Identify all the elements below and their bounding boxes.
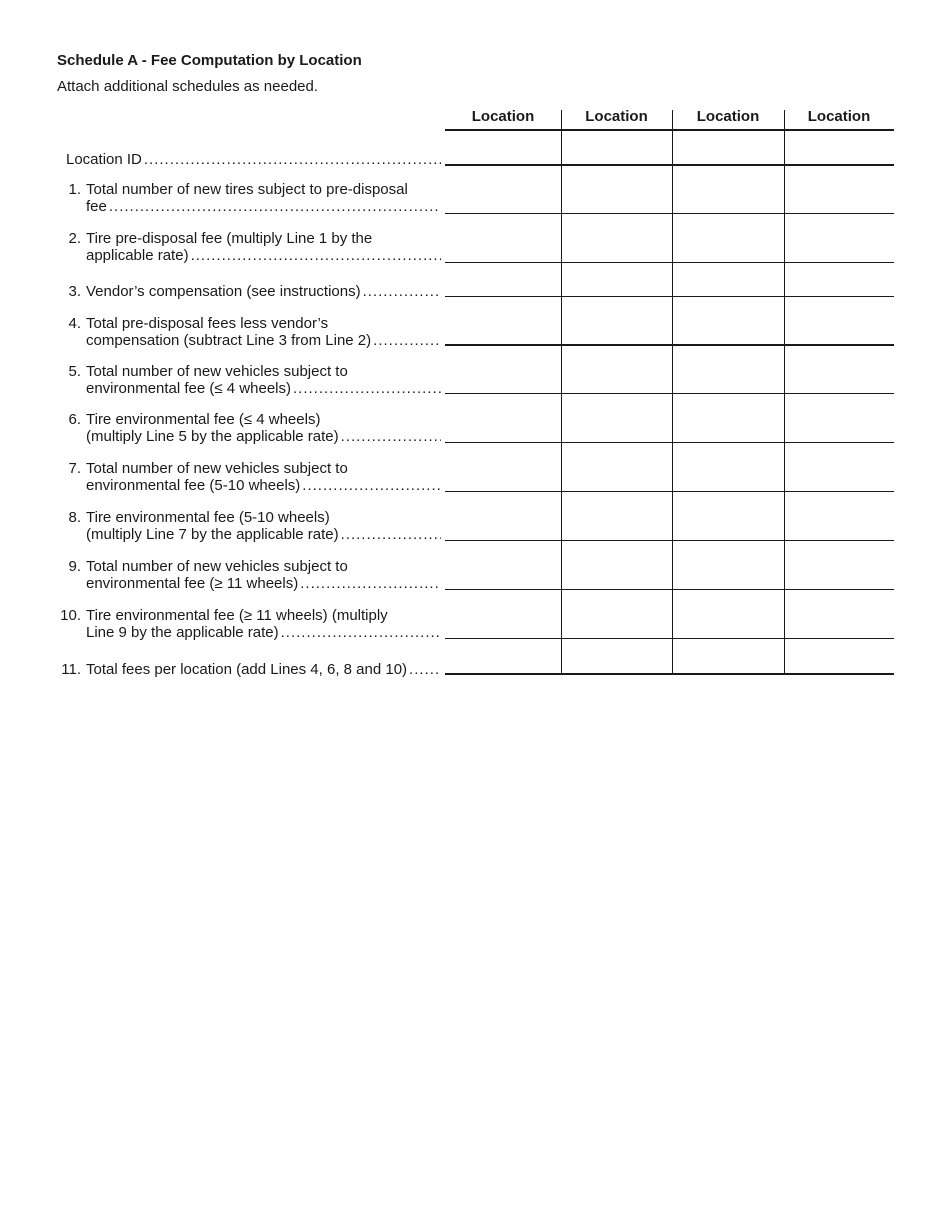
location-id-location-2-field[interactable] xyxy=(562,131,672,164)
line-2-location-4-field[interactable] xyxy=(785,214,894,262)
line-2-location-3-field[interactable] xyxy=(673,214,784,262)
line-4-location-3-field[interactable] xyxy=(673,298,784,344)
line-1-location-3-field[interactable] xyxy=(673,166,784,213)
line-11-location-2-field[interactable] xyxy=(562,639,672,673)
line-5-location-2-field[interactable] xyxy=(562,346,672,393)
line-9-location-3-field[interactable] xyxy=(673,541,784,589)
row-rule xyxy=(445,673,894,675)
header-divider xyxy=(784,110,785,130)
line-5-location-3-field[interactable] xyxy=(673,346,784,393)
line-11-location-3-field[interactable] xyxy=(673,639,784,673)
line-8-location-4-field[interactable] xyxy=(785,492,894,540)
line-6-location-2-field[interactable] xyxy=(562,394,672,442)
line-11-location-1-field[interactable] xyxy=(446,639,561,673)
line-4-location-4-field[interactable] xyxy=(785,298,894,344)
column-header-location-4: Location xyxy=(807,108,871,125)
line-9-location-1-field[interactable] xyxy=(446,541,561,589)
line-6-location-1-field[interactable] xyxy=(446,394,561,442)
line-9-location-2-field[interactable] xyxy=(562,541,672,589)
location-id-location-3-field[interactable] xyxy=(673,131,784,164)
line-8-location-2-field[interactable] xyxy=(562,492,672,540)
location-id-location-4-field[interactable] xyxy=(785,131,894,164)
line-7-location-2-field[interactable] xyxy=(562,443,672,491)
line-7-location-3-field[interactable] xyxy=(673,443,784,491)
line-6-location-4-field[interactable] xyxy=(785,394,894,442)
line-8-location-1-field[interactable] xyxy=(446,492,561,540)
header-divider xyxy=(672,110,673,130)
line-5-location-1-field[interactable] xyxy=(446,346,561,393)
line-10-location-3-field[interactable] xyxy=(673,590,784,638)
column-header-location-1: Location xyxy=(471,108,535,125)
line-5-location-4-field[interactable] xyxy=(785,346,894,393)
line-9-location-4-field[interactable] xyxy=(785,541,894,589)
line-3-location-2-field[interactable] xyxy=(562,263,672,296)
header-divider xyxy=(561,110,562,130)
row-rule xyxy=(445,296,894,297)
line-4-location-2-field[interactable] xyxy=(562,298,672,344)
schedule-subtitle: Attach additional schedules as needed. xyxy=(57,78,319,95)
line-1-location-1-field[interactable] xyxy=(446,166,561,213)
line-6-location-3-field[interactable] xyxy=(673,394,784,442)
line-2-location-2-field[interactable] xyxy=(562,214,672,262)
line-1-location-4-field[interactable] xyxy=(785,166,894,213)
line-4-location-1-field[interactable] xyxy=(446,298,561,344)
location-id-location-1-field[interactable] xyxy=(446,131,561,164)
column-header-location-3: Location xyxy=(696,108,760,125)
schedule-title: Schedule A - Fee Computation by Location xyxy=(57,52,362,69)
line-1-location-2-field[interactable] xyxy=(562,166,672,213)
line-10-location-4-field[interactable] xyxy=(785,590,894,638)
line-3-location-3-field[interactable] xyxy=(673,263,784,296)
line-10-location-1-field[interactable] xyxy=(446,590,561,638)
line-8-location-3-field[interactable] xyxy=(673,492,784,540)
line-7-location-1-field[interactable] xyxy=(446,443,561,491)
line-3-location-1-field[interactable] xyxy=(446,263,561,296)
line-2-location-1-field[interactable] xyxy=(446,214,561,262)
column-header-location-2: Location xyxy=(585,108,648,125)
line-3-location-4-field[interactable] xyxy=(785,263,894,296)
line-7-location-4-field[interactable] xyxy=(785,443,894,491)
line-11-location-4-field[interactable] xyxy=(785,639,894,673)
line-10-location-2-field[interactable] xyxy=(562,590,672,638)
